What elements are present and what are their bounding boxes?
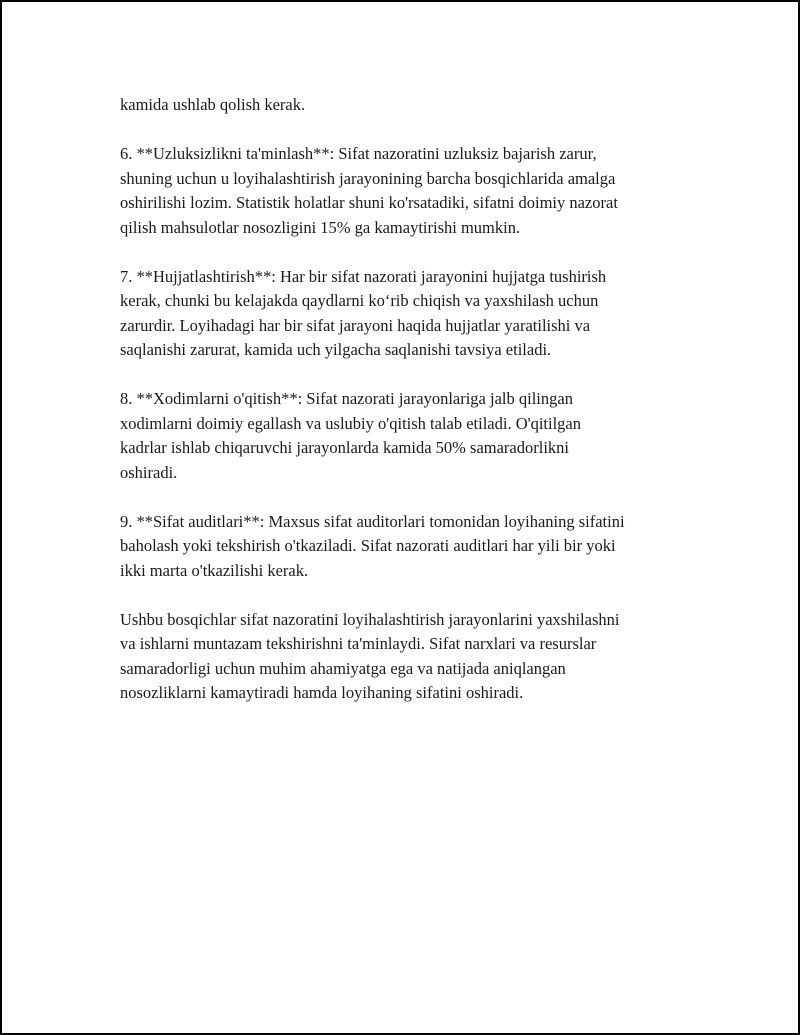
document-body — [120, 93, 692, 730]
paragraph-conclusion: Ushbu bosqichlar sifat nazoratini loyihalashtirish jarayonlarini yaxshilashni va ishlarni muntazam tekshirishni ta'minlaydi. Sifat narxlari va resurslar samaradorligi uchun muhim ahamiyatga ega va natijada aniqlangan nosozliklarni kamaytiradi hamda loyihaning sifatini oshiradi. — [120, 609, 620, 702]
paragraph-sifat-auditlari: 9. **Sifat auditlari**: Maxsus sifat auditorlari tomonidan loyihaning sifatini baholash yoki tekshirish o'tkaziladi. Sifat nazorati auditlari har yili bir yoki ikki marta o'tkazilishi kerak. — [120, 511, 625, 580]
paragraph-uzluksizlik: 6. **Uzluksizlikni ta'minlash**: Sifat nazoratini uzluksiz bajarish zarur, shuning uchun u loyihalashtirish jarayonining barcha bosqichlarida amalga oshirilishi lozim. Statistik holatlar shuni ko'rsatadiki, sifatni doimiy nazorat qilish mahsulotlar nosozligini 15% ga kamaytirishi mumkin. — [120, 144, 618, 237]
paragraph-xodimlarni-oqitish: 8. **Xodimlarni o'qitish**: Sifat nazorati jarayonlariga jalb qilingan xodimlarni doimiy egallash va uslubiy o'qitish talab etiladi. O'qitilgan kadrlar ishlab chiqaruvchi jarayonlarda kamida 50% samaradorlikni oshiradi. — [120, 389, 582, 482]
paragraph-hujjatlashtirish: 7. **Hujjatlashtirish**: Har bir sifat nazorati jarayonini hujjatga tushirish kerak, chunki bu kelajakda qaydlarni ko‘rib chiqish va yaxshilash uchun zarurdir. Loyihadagi har bir sifat jarayoni haqida hujjatlar yaratilishi va saqlanishi zarurat, kamida uch yilgacha saqlanishi tavsiya etiladi. — [120, 266, 607, 359]
paragraph-continuation: kamida ushlab qolish kerak. — [120, 95, 306, 114]
